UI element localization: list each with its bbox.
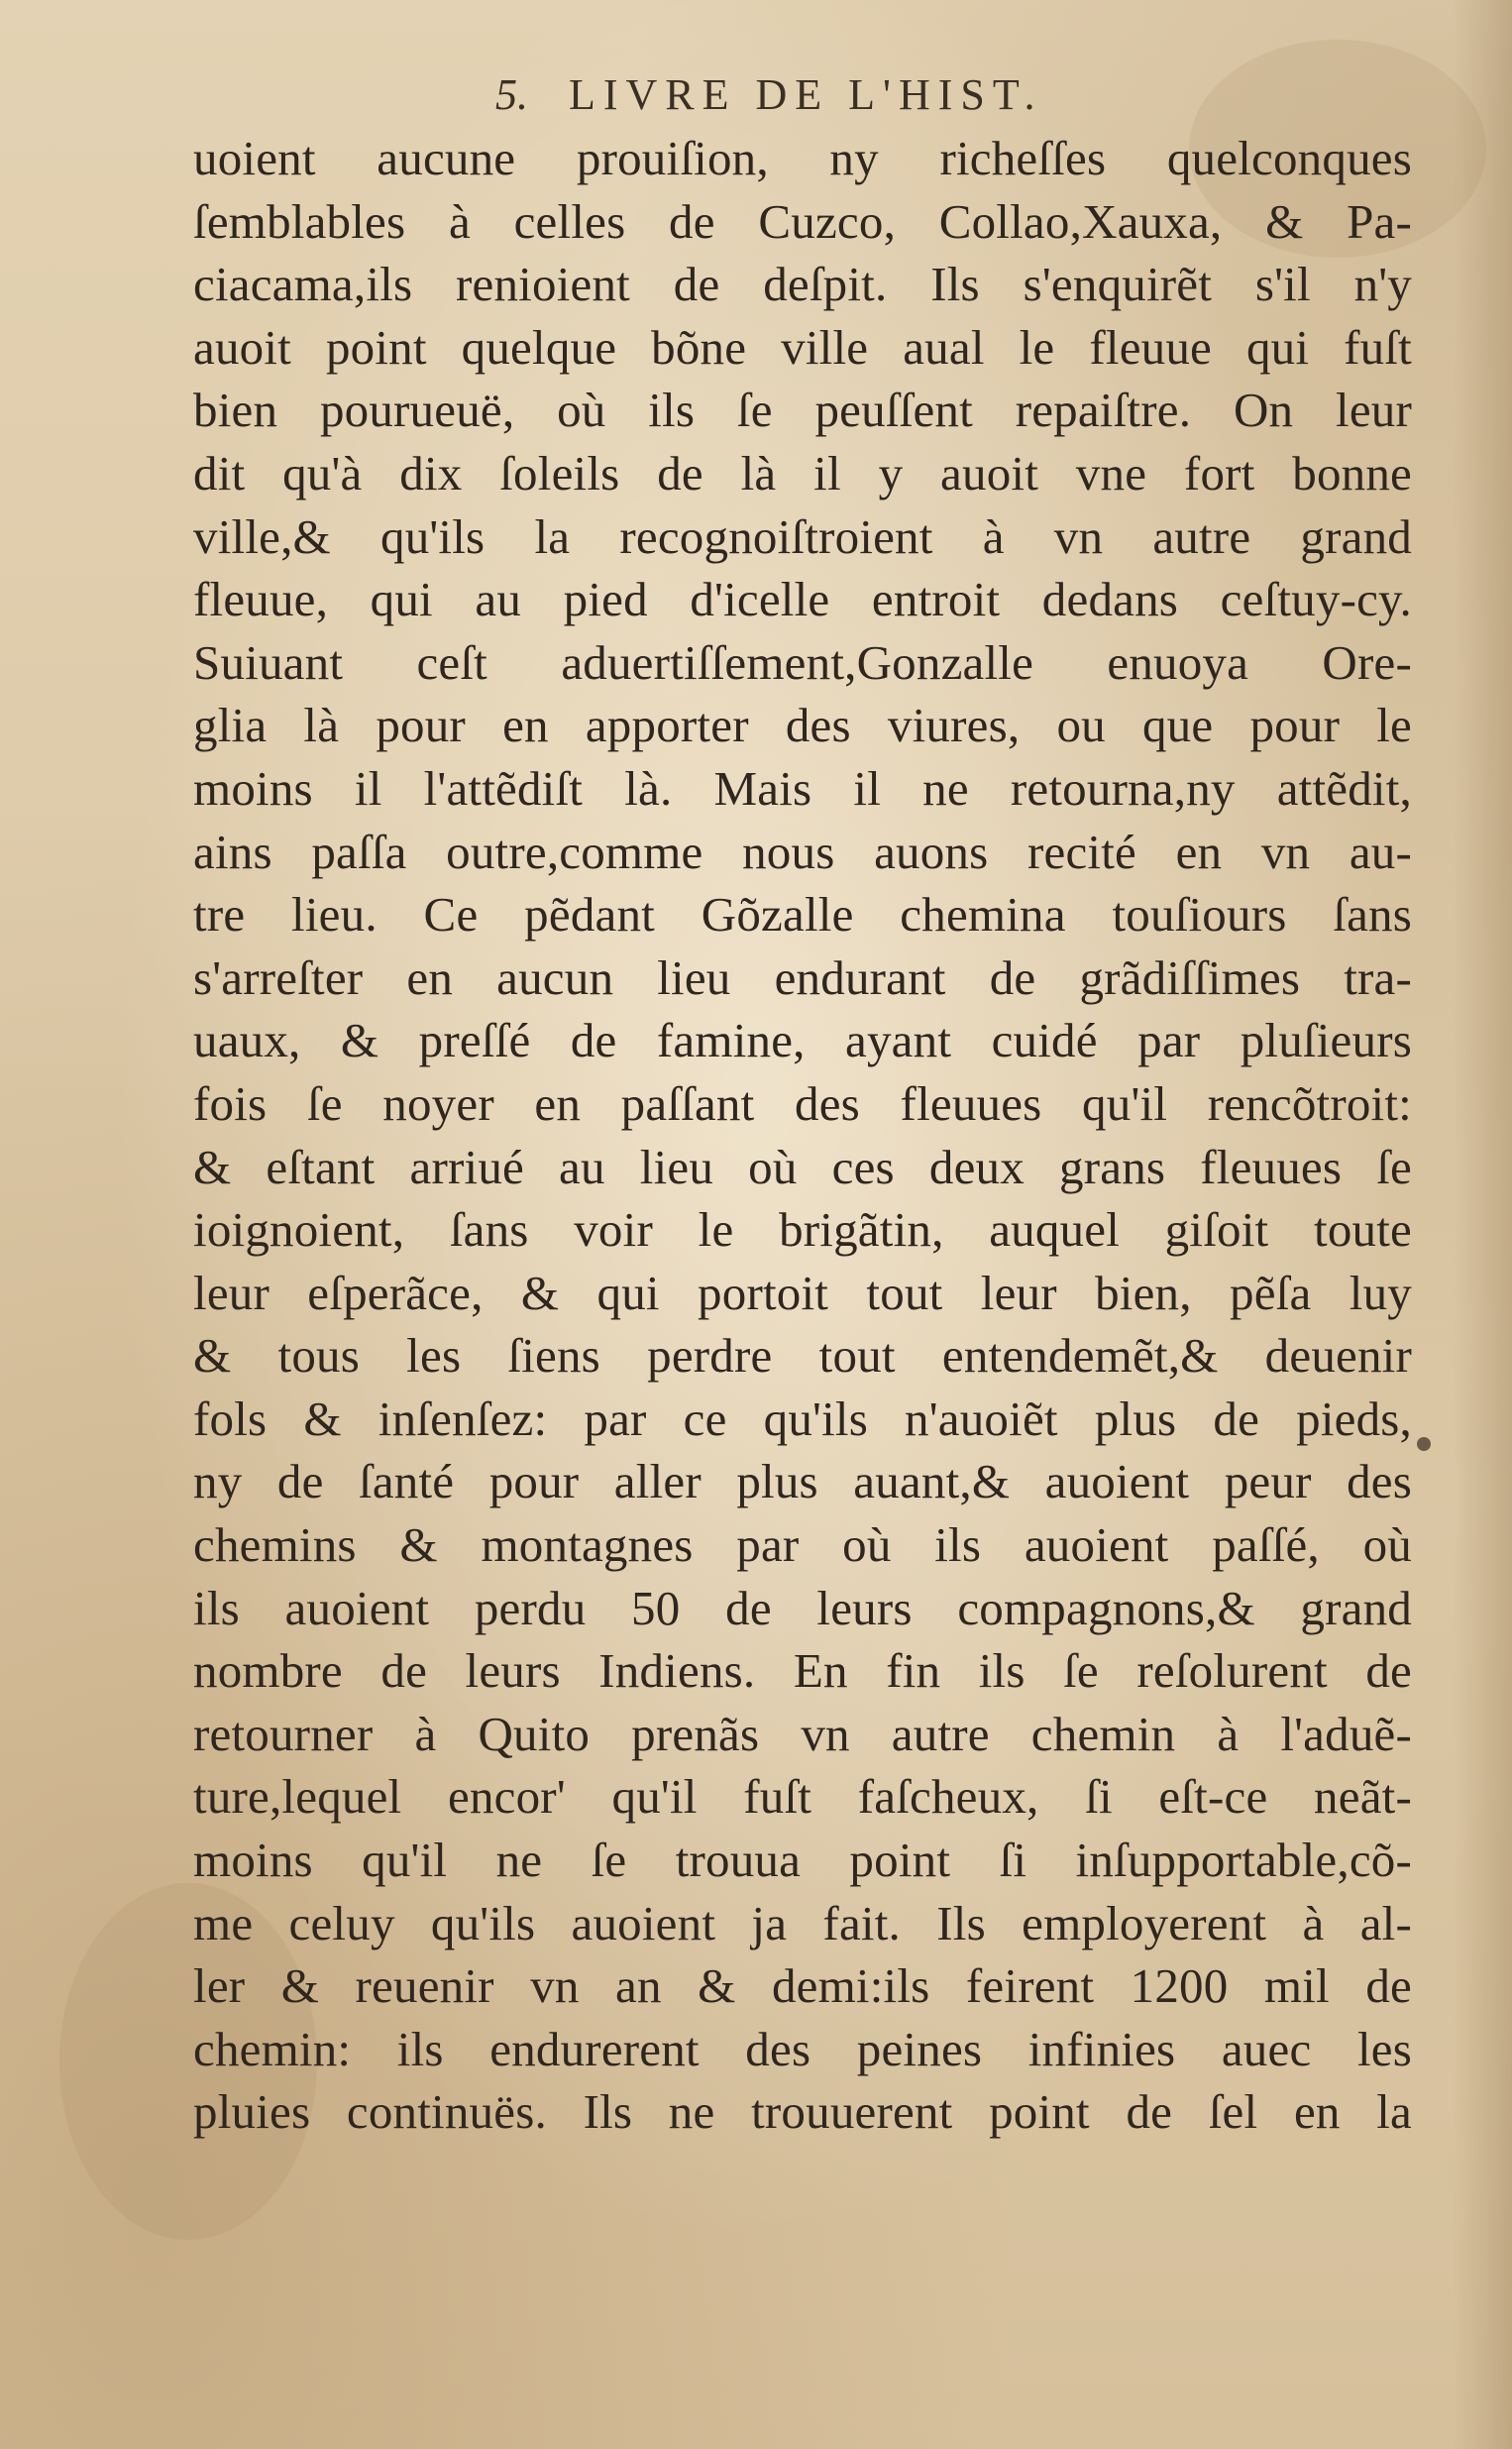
- text-line: ville,& qu'ils la recognoiſtroient à vn autre grand: [193, 508, 1412, 564]
- paper-stain: [1417, 1437, 1431, 1451]
- text-line: bien pourueuë, où ils ſe peuſſent repaiſtre. On leur: [193, 383, 1412, 438]
- text-line: chemin: ils endurerent des peines infinies auec les: [193, 2021, 1412, 2076]
- text-line: ler & reuenir vn an & demi:ils feirent 1200 mil de: [193, 1958, 1412, 2014]
- running-head: [495, 69, 1110, 129]
- text-line: ains paſſa outre,comme nous auons recité en vn au-: [193, 824, 1412, 879]
- text-line: & eſtant arriué au lieu où ces deux grans fleuues ſe: [193, 1139, 1412, 1194]
- text-line: moins qu'il ne ſe trouua point ſi inſupportable,cõ-: [193, 1833, 1412, 1888]
- text-line: pluies continuës. Ils ne trouuerent point de ſel en la: [193, 2084, 1412, 2140]
- text-line: Suiuant ceſt aduertiſſement,Gonzalle enuoya Ore-: [193, 634, 1412, 690]
- text-line: tre lieu. Ce pẽdant Gõzalle chemina touſiours ſans: [193, 887, 1412, 943]
- text-line: chemins & montagnes par où ils auoient paſſé, où: [193, 1517, 1412, 1573]
- text-line: & tous les ſiens perdre tout entendemẽt,& deuenir: [193, 1328, 1412, 1384]
- text-line: ture,lequel encor' qu'il fuſt faſcheux, ſi eſt-ce neãt-: [193, 1769, 1412, 1825]
- text-line: uaux, & preſſé de famine, ayant cuidé par pluſieurs: [193, 1013, 1412, 1068]
- text-line: ils auoient perdu 50 de leurs compagnons,& grand: [193, 1580, 1412, 1635]
- text-line: fleuue, qui au pied d'icelle entroit dedans ceſtuy-cy.: [193, 572, 1412, 627]
- text-line: nombre de leurs Indiens. En fin ils ſe reſolurent de: [193, 1643, 1412, 1699]
- text-line: moins il l'attẽdiſt là. Mais il ne retourna,ny attẽdit,: [193, 760, 1412, 816]
- text-line: ny de ſanté pour aller plus auant,& auoient peur des: [193, 1454, 1412, 1509]
- text-line: leur eſperãce, & qui portoit tout leur bien, pẽſa luy: [193, 1265, 1412, 1320]
- text-line: ioignoient, ſans voir le brigãtin, auquel giſoit toute: [193, 1202, 1412, 1258]
- text-line: me celuy qu'ils auoient ja fait. Ils employerent à al-: [193, 1895, 1412, 1950]
- text-line: fols & inſenſez: par ce qu'ils n'auoiẽt plus de pieds,: [193, 1391, 1412, 1446]
- text-line: uoient aucune prouiſion, ny richeſſes quelconques: [193, 131, 1412, 185]
- running-head-title: LIVRE DE L'HIST.: [569, 70, 1043, 119]
- text-line: auoit point quelque bõne ville aual le fleuue qui fuſt: [193, 319, 1412, 375]
- folio-number: 5.: [495, 70, 528, 119]
- text-line: ciacama,ils renioient de deſpit. Ils s'enquirẽt s'il n'y: [193, 257, 1412, 312]
- text-line: s'arreſter en aucun lieu endurant de grãdiſſimes tra-: [193, 949, 1412, 1005]
- page-edge-shadow: [1453, 0, 1512, 2449]
- text-line: glia là pour en apporter des viures, ou que pour le: [193, 698, 1412, 753]
- text-line: ſemblables à celles de Cuzco, Collao,Xauxa, & Pa-: [193, 193, 1412, 249]
- text-line: dit qu'à dix ſoleils de là il y auoit vne fort bonne: [193, 445, 1412, 501]
- text-line: retourner à Quito prenãs vn autre chemin à l'aduẽ-: [193, 1706, 1412, 1761]
- body-text: [193, 127, 1412, 2144]
- text-line: fois ſe noyer en paſſant des fleuues qu'il rencõtroit:: [193, 1075, 1412, 1131]
